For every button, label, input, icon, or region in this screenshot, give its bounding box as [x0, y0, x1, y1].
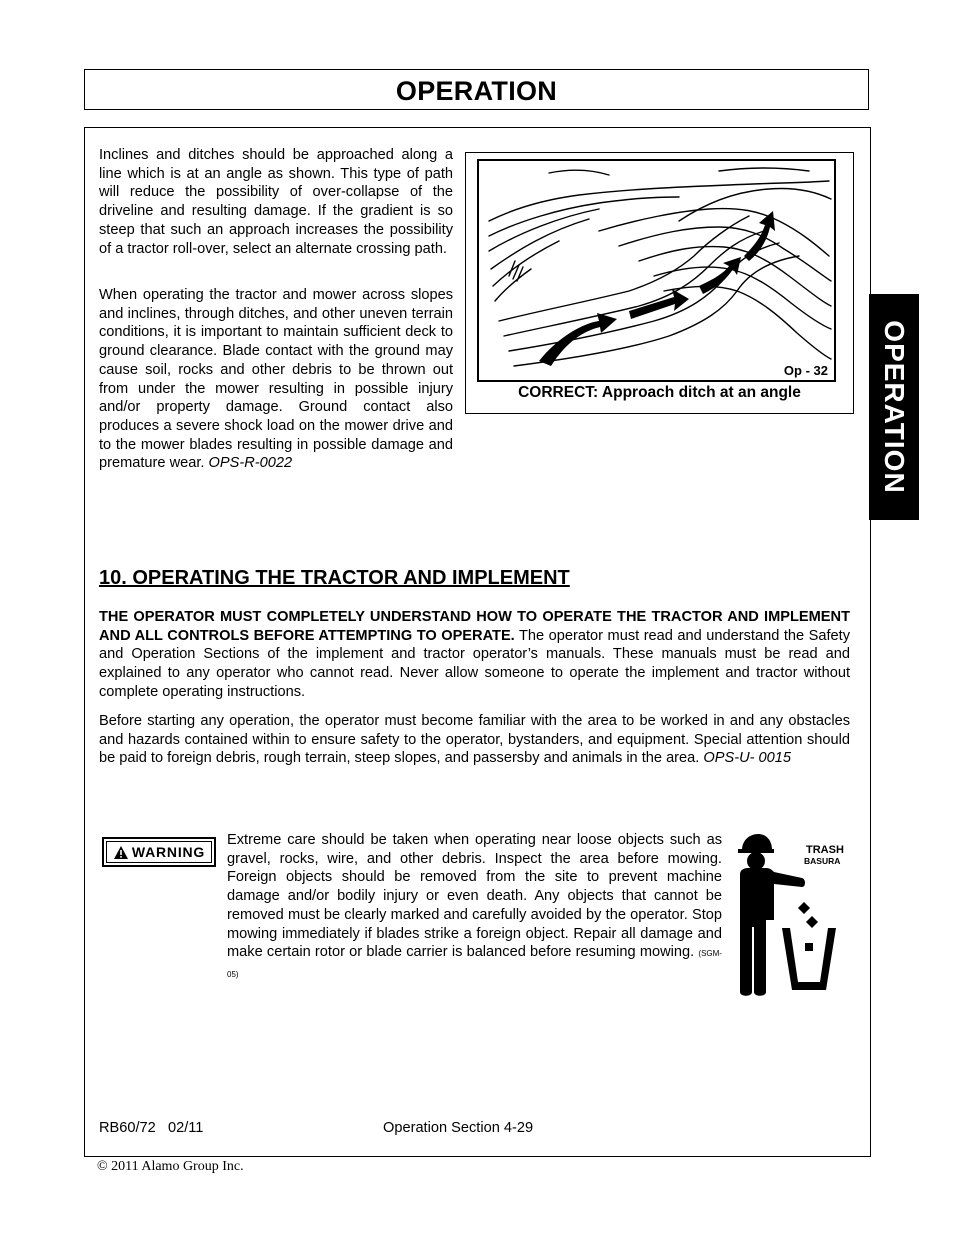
section-paragraph-1-bold: THE OPERATOR MUST COMPLETELY UNDERSTAND HOW TO OPERATE THE TRACTOR AND IMPLEMENT AND ALL CONTROLS BEFORE ATTEMPTING TO OPERATE. — [99, 609, 850, 644]
page-title: OPERATION — [395, 76, 558, 106]
figure-caption: CORRECT: Approach ditch at an angle — [518, 384, 801, 401]
section-paragraph-1-rest: The operator must read and understand the Safety and Operation Sections of the implement and tractor operator’s manuals. These manuals must be read and explained to any operator who cannot read. Never allow someone to operate the implement and tractor without complete operating instructions. — [99, 627, 851, 700]
warning-label: WARNING — [131, 844, 206, 860]
ditch-approach-figure — [465, 152, 854, 414]
intro-paragraph-1-text: Inclines and ditches should be approached along a line which is at an angle as shown. This type of path will reduce the possibility of over-collapse of the driveline and resulting damage. If the gradient is so steep that such an approach increases the possibility of a tractor roll-over, select an alternate crossing path. — [99, 147, 453, 257]
intro-paragraph-2 — [99, 286, 453, 473]
section-paragraph-2 — [99, 712, 850, 768]
footer-model: RB60/72 02/11 — [99, 1120, 204, 1136]
intro-paragraph-2-text: When operating the tractor and mower across slopes and inclines, through ditches, and other uneven terrain conditions, it is important to maintain sufficient deck to ground clearance. Blade contact with the ground may cause soil, rocks and other debris to be thrown out from under the mower resulting in possible injury and/or property damage. Ground contact also produces a severe shock load on the mower drive and to the mower blades resulting in possible damage and premature wear. — [99, 287, 453, 472]
warning-text: Extreme care should be taken when operating near loose objects such as gravel, rocks, wire, and other debris. Inspect the area before mowing. Foreign objects should be removed from the site to prevent machine damage and/or bodily injury or even death. Any objects that cannot be removed must be clearly marked and carefully avoided by the operator. Stop mowing immediately if blades strike a foreign object. Repair all damage and make certain rotor or blade carrier is balanced before resuming mowing. — [227, 832, 722, 961]
basura-label: BASURA — [804, 856, 841, 866]
figure-illustration — [477, 159, 836, 382]
copyright: © 2011 Alamo Group Inc. — [97, 1159, 244, 1174]
warning-code: (SGM-05) — [227, 949, 722, 979]
figure-reference-label: Op - 32 — [783, 363, 828, 378]
trash-label: TRASH — [806, 844, 844, 856]
footer-section: Operation Section 4-29 — [383, 1120, 534, 1136]
warning-triangle-icon — [113, 845, 129, 860]
trash-disposal-icon — [736, 832, 846, 996]
header-box — [84, 69, 869, 110]
side-tab-label: OPERATION — [879, 320, 910, 494]
warning-badge-inner — [106, 841, 212, 863]
section-paragraph-1 — [99, 608, 850, 702]
section-paragraph-2-text: Before starting any operation, the operator must become familiar with the area to be worked in and any obstacles and hazards contained within to ensure safety to the operator, bystanders, and equipment. Special attention should be paid to foreign debris, rough terrain, steep slopes, and passersby and animals in the area. — [99, 713, 850, 767]
intro-code: OPS-R-0022 — [208, 455, 293, 472]
intro-paragraph-1 — [99, 146, 453, 258]
section-code: OPS-U- 0015 — [703, 750, 792, 767]
section-heading: 10. OPERATING THE TRACTOR AND IMPLEMENT — [99, 567, 570, 589]
ditch-terrain-illustration — [479, 161, 834, 380]
section-side-tab — [869, 294, 919, 520]
warning-badge — [102, 837, 216, 867]
warning-paragraph — [227, 831, 722, 985]
